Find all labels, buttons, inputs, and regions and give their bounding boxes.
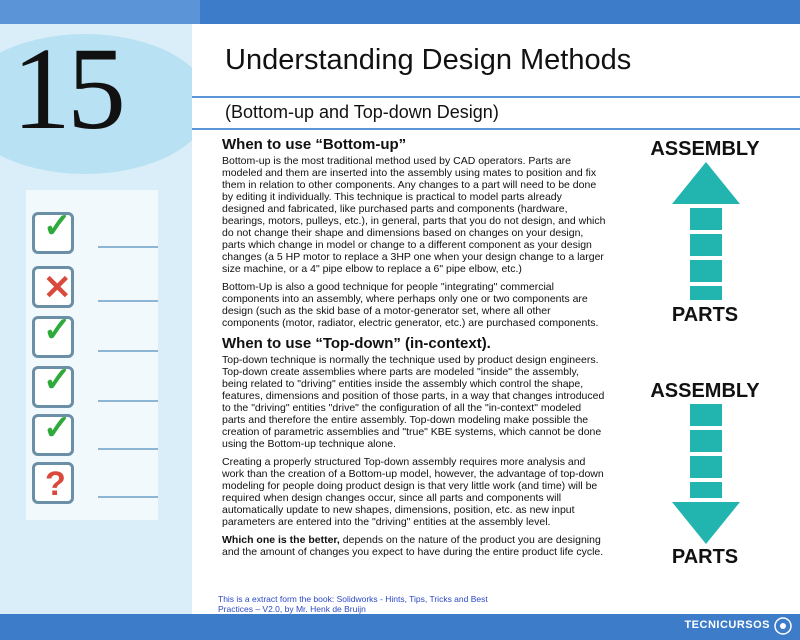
top-bar-accent bbox=[0, 0, 200, 24]
arrow-up-icon bbox=[672, 162, 740, 302]
top-bar bbox=[0, 0, 800, 24]
checkbox bbox=[32, 409, 74, 456]
checklist-line bbox=[98, 400, 158, 402]
paragraph: Creating a properly structured Top-down assembly requires more analysis and work than the creation of a Bottom-up model, however, the advantage of top-down modeling for people doing product design is that very little work (and time) will be required when design changes occur, since all parts and components will automatically update to new shapes, dimensions, position, etc. as new input parameters are entered into the "driving" entities at the assembly level. bbox=[222, 456, 604, 528]
paragraph: Top-down technique is normally the technique used by product design engineers. Top-down create assemblies where parts are modeled "inside" the assembly, being related to "driving" entities inside the assembly which control the shape, features, dimensions and position of those parts, in a way that changes introduced to the "driving" entities "drive" the configuration of all the "in-context" modeled parts and therefore the entire assembly. Top-down modeling make possible the creation of parametric assemblies and "true" KBE systems, which cannot be done using the Bottom-up technique alone. bbox=[222, 354, 605, 450]
checkbox bbox=[32, 266, 74, 308]
arrow-down-icon bbox=[672, 404, 740, 544]
check-icon: ✓ bbox=[43, 311, 72, 349]
paragraph: Bottom-Up is also a good technique for people "integrating" commercial components into an assembly, where perhaps only one or two components are design (such as the skid base of a motor-generator set, where all other components (motor, radiator, electric generator, etc.) are purchased components. bbox=[222, 281, 599, 329]
section-heading: When to use “Bottom-up” bbox=[222, 136, 407, 153]
diagram-top-label: ASSEMBLY bbox=[650, 138, 760, 160]
checklist-line bbox=[98, 300, 158, 302]
conclusion bbox=[222, 534, 606, 558]
question-icon: ? bbox=[45, 465, 66, 503]
checklist-row bbox=[32, 207, 158, 256]
checklist-row bbox=[32, 462, 158, 506]
conclusion-text: depends on the nature of the product you are designing and the amount of changes you expect to have during the entire product life cycle. bbox=[222, 534, 604, 558]
checklist-line bbox=[98, 448, 158, 450]
checklist-illustration bbox=[26, 190, 158, 520]
brand-logo-icon bbox=[774, 617, 792, 635]
conclusion-bold: Which one is the better, bbox=[222, 534, 340, 546]
brand-name: TECNICURSOS bbox=[684, 619, 770, 631]
book-credit: This is a extract form the book: Solidworks - Hints, Tips, Tricks and Best Practices – V2.0, by Mr. Henk de Bruijn bbox=[218, 594, 488, 614]
checklist-line bbox=[98, 496, 158, 498]
checklist-row bbox=[32, 266, 158, 310]
checkbox bbox=[32, 311, 74, 358]
subtitle-divider bbox=[192, 128, 800, 130]
check-icon: ✓ bbox=[43, 207, 72, 245]
diagram-bottom-label: PARTS bbox=[671, 304, 739, 326]
cross-icon: ✕ bbox=[43, 269, 72, 307]
title-divider bbox=[192, 96, 800, 98]
checklist-line bbox=[98, 350, 158, 352]
checkbox bbox=[32, 207, 74, 254]
checkbox bbox=[32, 462, 74, 504]
diagram-top-label: ASSEMBLY bbox=[650, 380, 760, 402]
checklist-row bbox=[32, 409, 158, 458]
page-title: Understanding Design Methods bbox=[225, 44, 632, 76]
diagram-bottom-label: PARTS bbox=[671, 546, 739, 568]
check-icon: ✓ bbox=[43, 409, 72, 447]
section-heading: When to use “Top-down” (in-context). bbox=[222, 335, 491, 352]
article-body bbox=[222, 136, 606, 564]
checklist-row bbox=[32, 311, 158, 360]
checklist-line bbox=[98, 246, 158, 248]
paragraph: Bottom-up is the most traditional method used by CAD operators. Parts are modeled and them are inserted into the assembly using mates to position and fix them in relation to other components. Any changes to a part will need to be done by editing it individually. This technique is practical to model parts already designed and fabricated, like purchased parts and components (hardware, bearings, motors, pulleys, etc.), in general, parts that you do not design, and which do not change their shape and dimensions based on changes on your design, parts which change in model or change to a different component as your design changes (a 5 HP motor to replace a 3HP one when your design change to a larger size machine, or a 4" pipe elbow to replace a 6" pipe elbow, etc.) bbox=[222, 155, 606, 275]
page-subtitle: (Bottom-up and Top-down Design) bbox=[225, 102, 499, 122]
checkbox bbox=[32, 361, 74, 408]
bottom-bar bbox=[0, 614, 800, 640]
checklist-row bbox=[32, 361, 158, 410]
check-icon: ✓ bbox=[43, 361, 72, 399]
chapter-number: 15 bbox=[12, 24, 122, 154]
